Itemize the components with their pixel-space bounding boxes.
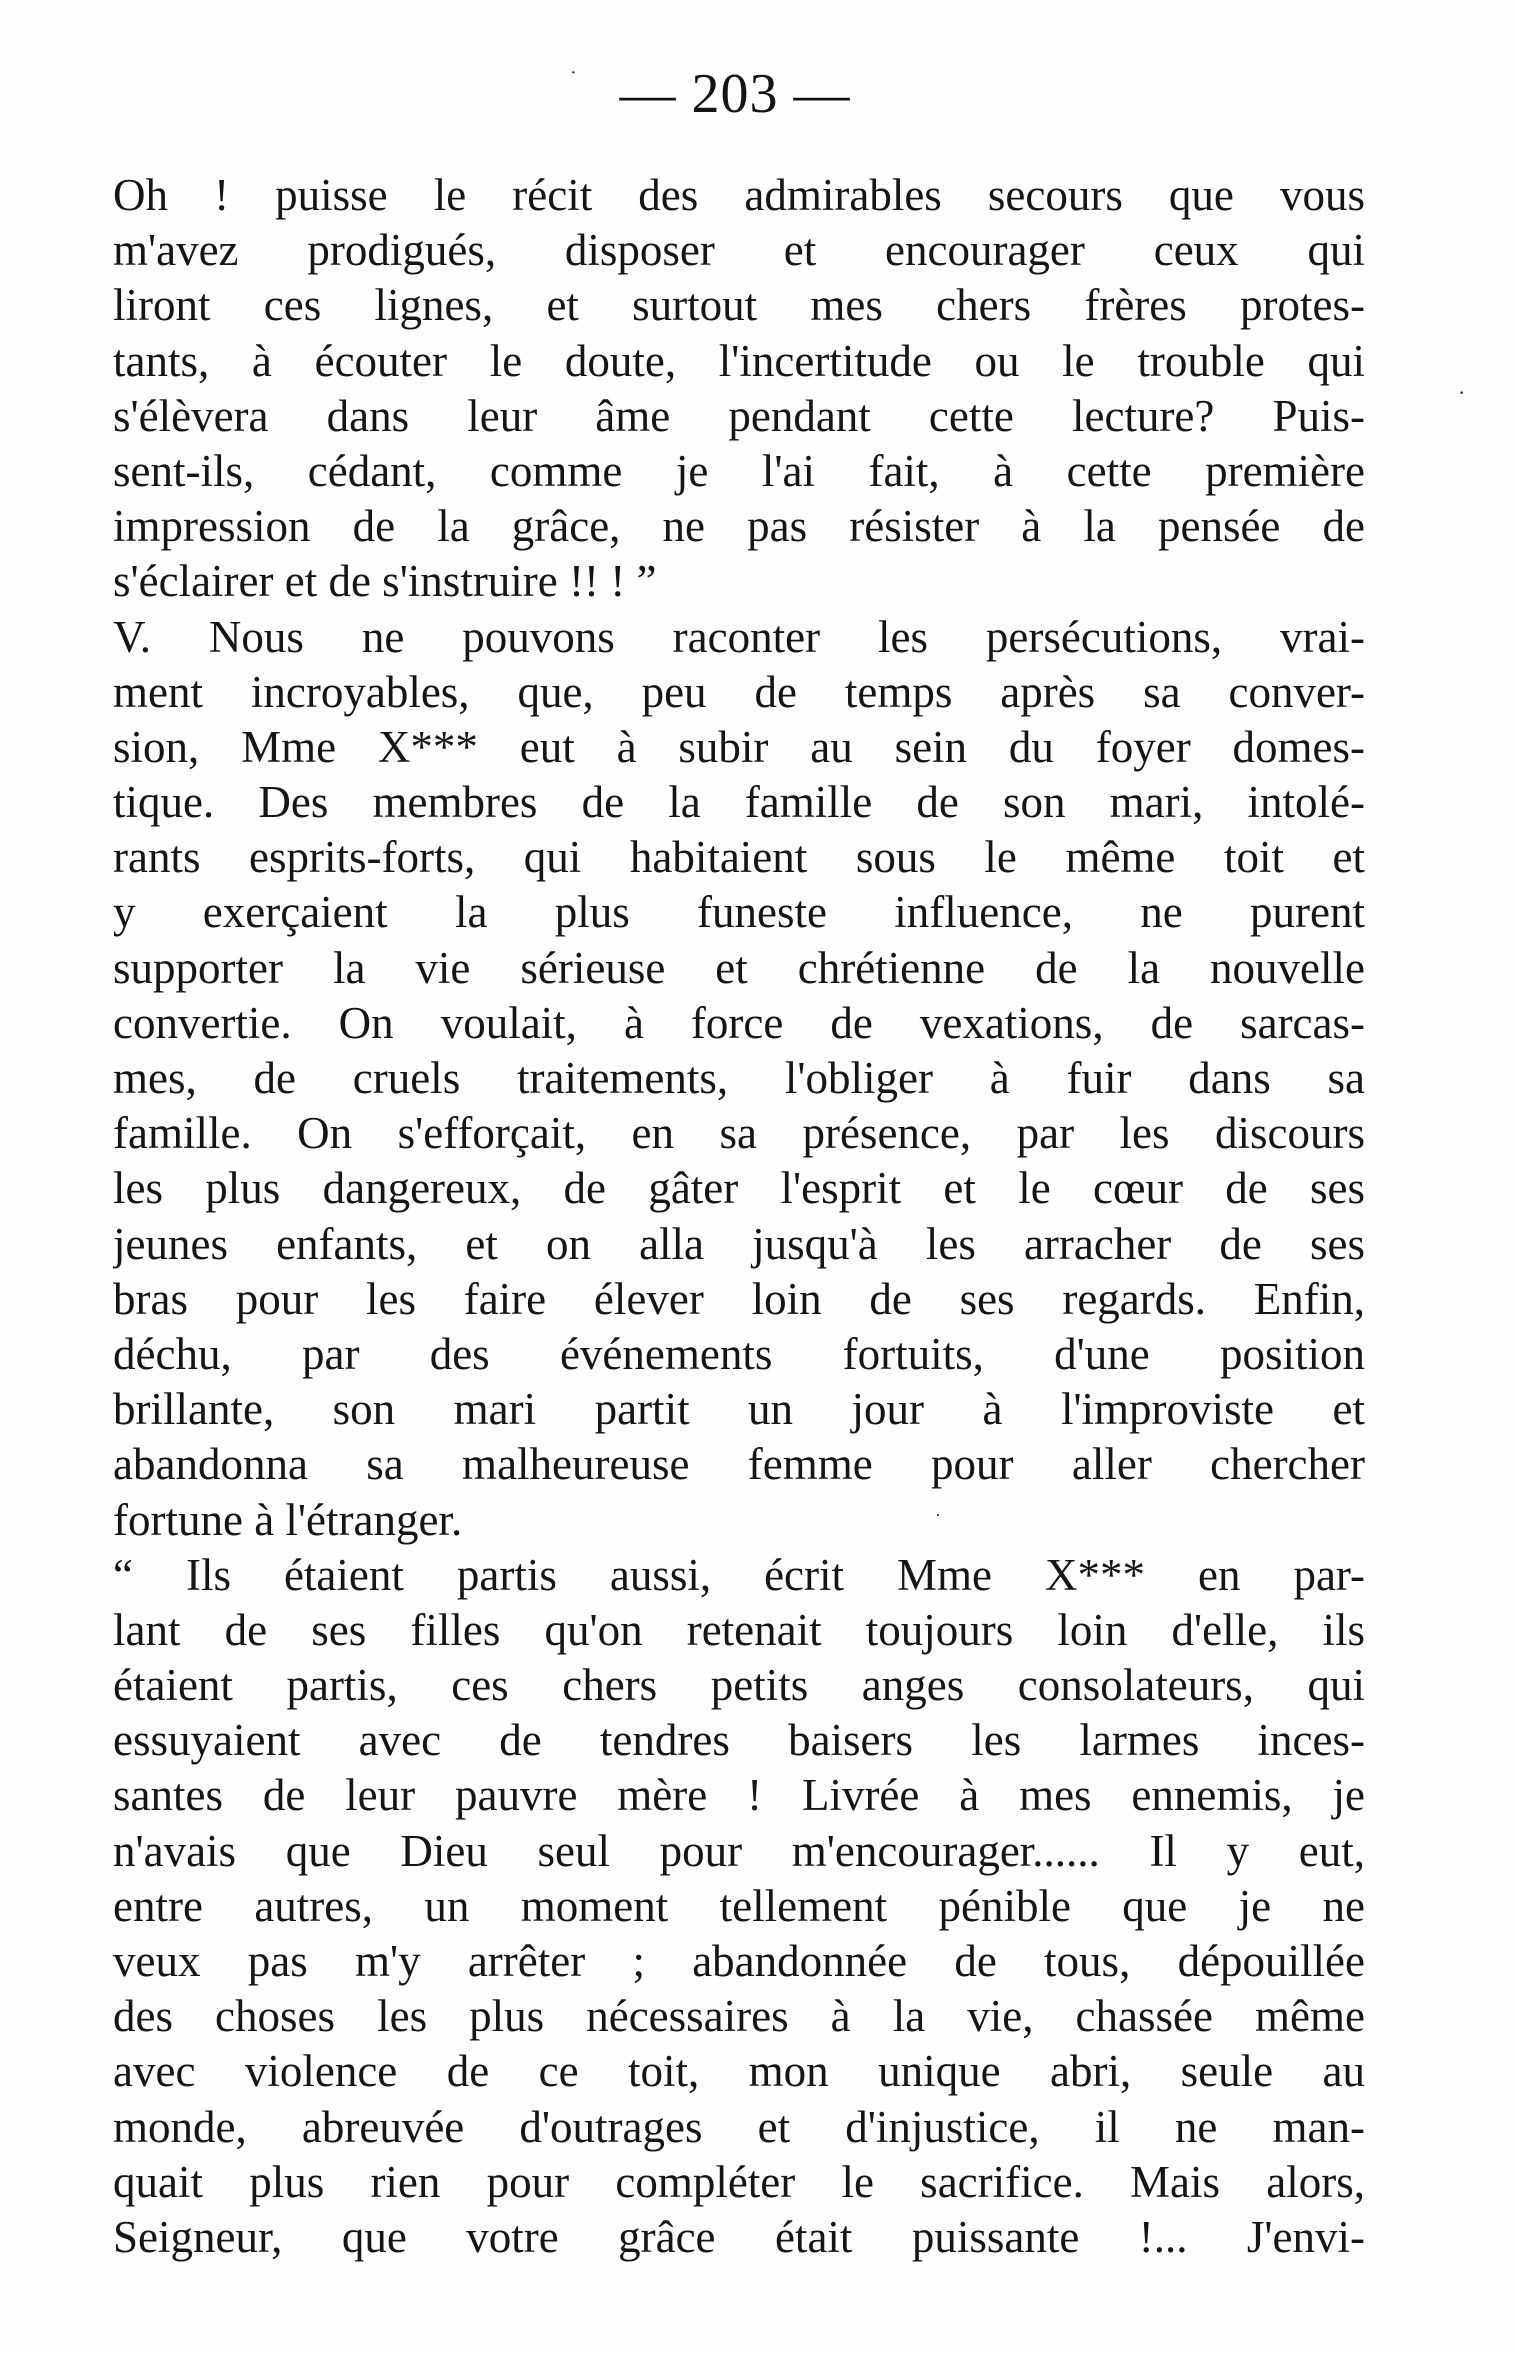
text-line: santes de leur pauvre mère ! Livrée à mes ennemis, je: [113, 1770, 1365, 1821]
text-line: entre autres, un moment tellement pénible que je ne: [113, 1880, 1365, 1931]
text-line: mes, de cruels traitements, l'obliger à fuir dans sa: [113, 1053, 1365, 1103]
text-line: n'avais que Dieu seul pour m'encourager...... Il y eut,: [113, 1825, 1365, 1876]
text-line: lant de ses filles qu'on retenait toujours loin d'elle, ils: [113, 1604, 1365, 1655]
text-line: tique. Des membres de la famille de son mari, intolé-: [113, 777, 1365, 828]
text-line: “ Ils étaient partis aussi, écrit Mme X*** en par-: [113, 1549, 1365, 1600]
text-line: V. Nous ne pouvons raconter les persécutions, vrai-: [113, 611, 1365, 662]
print-speck: ·: [570, 62, 577, 84]
text-line: avec violence de ce toit, mon unique abri, seule au: [113, 2046, 1365, 2097]
text-line: quait plus rien pour compléter le sacrifice. Mais alors,: [113, 2156, 1365, 2207]
text-line: impression de la grâce, ne pas résister à la pensée de: [113, 501, 1365, 552]
text-line: famille. On s'efforçait, en sa présence, par les discours: [113, 1108, 1365, 1159]
print-speck: ·: [935, 1505, 941, 1525]
text-line: essuyaient avec de tendres baisers les larmes inces-: [113, 1715, 1365, 1766]
text-line: sent-ils, cédant, comme je l'ai fait, à cette première: [113, 445, 1365, 496]
text-line: veux pas m'y arrêter ; abandonnée de tous, dépouillée: [113, 1936, 1365, 1986]
text-line: rants esprits-forts, qui habitaient sous le même toit et: [113, 832, 1365, 883]
text-line: y exerçaient la plus funeste influence, ne purent: [113, 887, 1365, 938]
body-text: [113, 168, 1365, 2265]
text-line: jeunes enfants, et on alla jusqu'à les arracher de ses: [113, 1218, 1365, 1269]
text-line: des choses les plus nécessaires à la vie, chassée même: [113, 1991, 1365, 2042]
text-line: déchu, par des événements fortuits, d'une position: [113, 1328, 1365, 1379]
text-line: fortune à l'étranger.: [113, 1494, 463, 1545]
text-line: les plus dangereux, de gâter l'esprit et le cœur de ses: [113, 1163, 1365, 1214]
text-line: sion, Mme X*** eut à subir au sein du foyer domes-: [113, 721, 1365, 772]
text-line: supporter la vie sérieuse et chrétienne de la nouvelle: [113, 942, 1365, 993]
print-speck: ·: [1458, 380, 1466, 405]
text-line: ment incroyables, que, peu de temps après sa conver-: [113, 666, 1365, 717]
text-line: liront ces lignes, et surtout mes chers frères protes-: [113, 280, 1365, 331]
text-line: brillante, son mari partit un jour à l'improviste et: [113, 1384, 1365, 1435]
text-line: abandonna sa malheureuse femme pour aller chercher: [113, 1439, 1365, 1490]
text-line: convertie. On voulait, à force de vexations, de sarcas-: [113, 997, 1365, 1048]
text-line: s'élèvera dans leur âme pendant cette lecture? Puis-: [113, 390, 1365, 441]
text-line: Oh ! puisse le récit des admirables secours que vous: [113, 170, 1365, 220]
text-line: s'éclairer et de s'instruire !! ! ”: [113, 556, 657, 607]
text-line: Seigneur, que votre grâce était puissante !... J'envi-: [113, 2211, 1365, 2262]
text-line: étaient partis, ces chers petits anges consolateurs, qui: [113, 1660, 1365, 1711]
page-number: — 203 —: [619, 63, 851, 125]
text-line: m'avez prodigués, disposer et encourager ceux qui: [113, 225, 1365, 276]
text-line: tants, à écouter le doute, l'incertitude ou le trouble qui: [113, 335, 1365, 386]
text-line: monde, abreuvée d'outrages et d'injustice, il ne man-: [113, 2101, 1365, 2152]
text-line: bras pour les faire élever loin de ses regards. Enfin,: [113, 1273, 1365, 1324]
